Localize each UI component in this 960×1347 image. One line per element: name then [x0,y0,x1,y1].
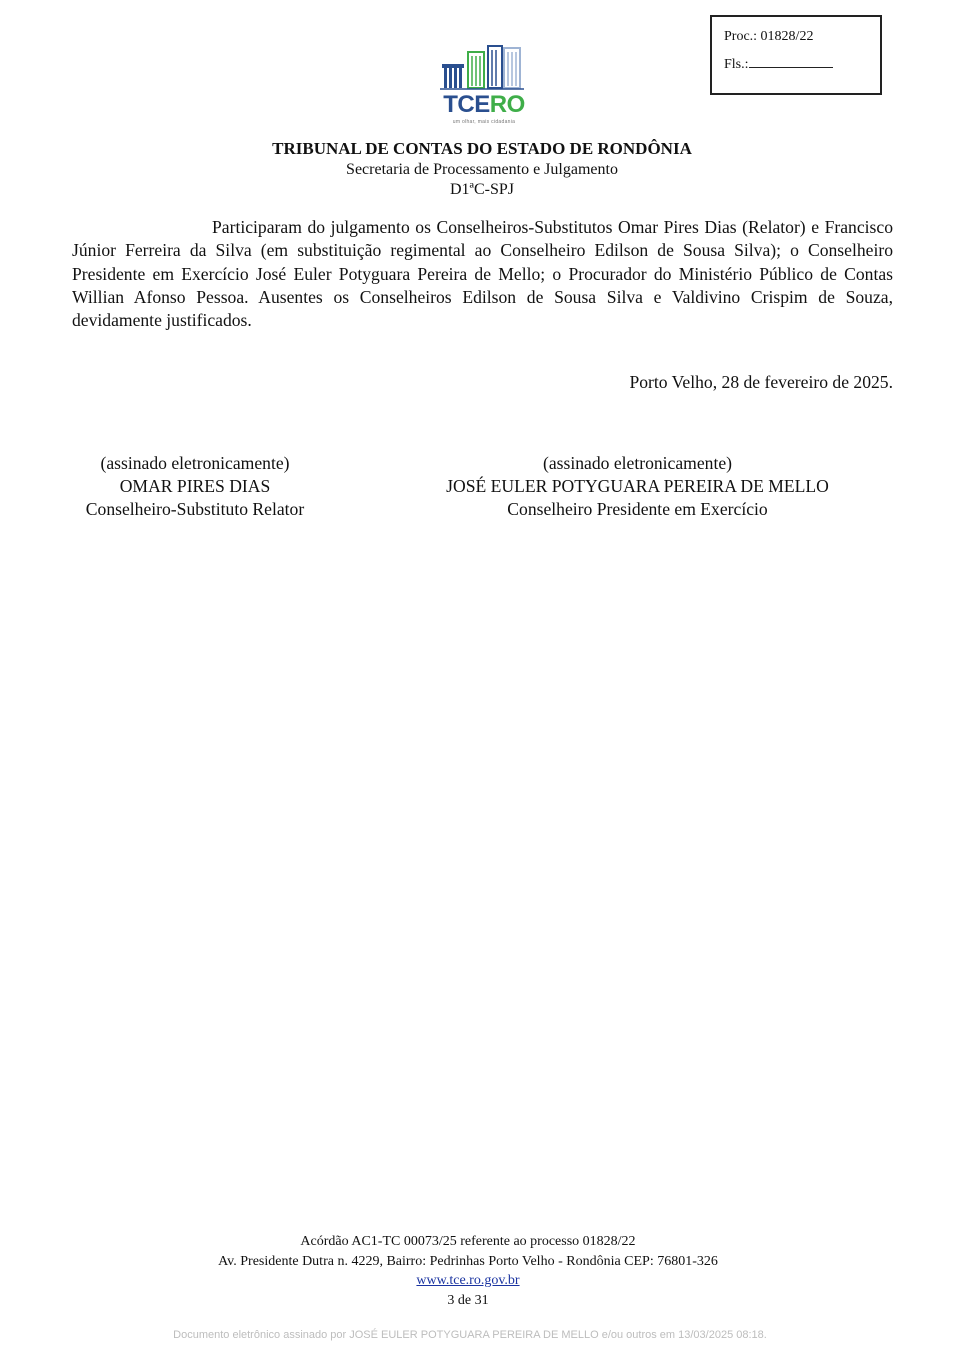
signer-name: JOSÉ EULER POTYGUARA PEREIRA DE MELLO [446,476,829,496]
date-line: Porto Velho, 28 de fevereiro de 2025. [629,372,893,392]
sheet-blank-line [749,53,833,68]
document-header [0,138,960,200]
signer-role: Conselheiro-Substituto Relator [85,499,305,519]
process-number: Proc.: 01828/22 [724,29,814,44]
signer-role: Conselheiro Presidente em Exercício [507,499,768,519]
sheet-field [724,51,880,79]
signature-note: (assinado eletronicamente) [100,453,290,473]
tcero-logo [436,42,532,128]
address-line: Av. Presidente Dutra n. 4229, Bairro: Pedrinhas Porto Velho - Rondônia CEP: 76801-326 [218,1253,718,1269]
website-link[interactable]: www.tce.ro.gov.br [416,1273,520,1288]
document-footer [0,1232,936,1310]
decision-reference: Acórdão AC1-TC 00073/25 referente ao processo 01828/22 [300,1234,636,1249]
logo-wordmark: TCERO [443,91,525,118]
signature-note: (assinado eletronicamente) [542,453,733,473]
sheet-label: Fls.: [724,57,749,72]
buildings-logo-icon [436,42,532,92]
organization-title: TRIBUNAL DE CONTAS DO ESTADO DE RONDÔNIA [272,139,692,158]
logo-tagline: um olhar, mais cidadania [452,119,516,125]
process-box [710,15,882,95]
department-code: D1ªC-SPJ [450,181,514,198]
page-number: 3 de 31 [447,1292,489,1308]
signature-president [405,452,870,521]
participants-paragraph: Participaram do julgamento os Conselheiros-Substitutos Omar Pires Dias (Relator) e Francisco Júnior Ferreira da Silva (em substituição regimental ao Conselheiro Edilson de Sousa Silva); o Conselheiro Presidente em Exercício José Euler Potyguara Pereira de Mello; o Procurador do Ministério Público de Contas Willian Afonso Pessoa. Ausentes os Conselheiros Edilson de Sousa Silva e Valdivino Crispim de Souza, devidamente justificados. [72,217,893,331]
signature-relator [60,452,330,521]
secretariat-name: Secretaria de Processamento e Julgamento [346,161,618,178]
signature-watermark: Documento eletrônico assinado por JOSÉ EULER POTYGUARA PEREIRA DE MELLO e/ou outros em 13/03/2025 08:18. [173,1329,767,1341]
signer-name: OMAR PIRES DIAS [119,476,271,496]
